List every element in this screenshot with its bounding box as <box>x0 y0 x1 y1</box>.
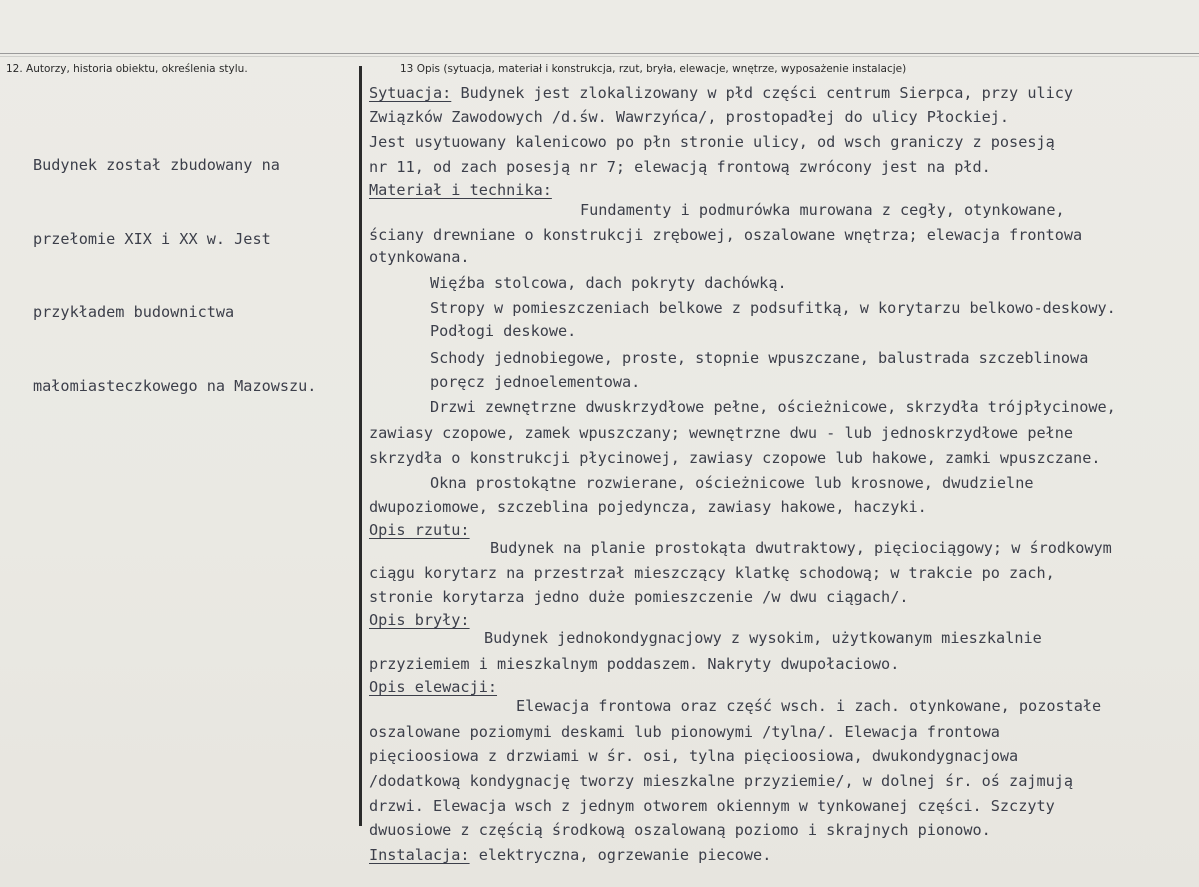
section-heading: Sytuacja: <box>369 84 452 102</box>
description-line: Schody jednobiegowe, proste, stopnie wpuszczane, balustrada szczeblinowa <box>430 349 1089 367</box>
section-heading: Opis rzutu: <box>369 521 470 539</box>
description-line: Budynek jednokondygnacjowy z wysokim, użytkowanym mieszkalnie <box>484 629 1042 647</box>
section-12-header: 12. Autorzy, historia obiektu, określenia stylu. <box>6 63 248 75</box>
section-heading: Materiał i technika: <box>369 181 552 199</box>
description-line: ściany drewniane o konstrukcji zrębowej, oszalowane wnętrza; elewacja frontowa <box>369 226 1083 244</box>
description-line: pięcioosiowa z drzwiami w śr. osi, tylna pięcioosiowa, dwukondygnacjowa <box>369 747 1019 765</box>
description-line: drzwi. Elewacja wsch z jednym otworem okiennym w tynkowanej części. Szczyty <box>369 797 1055 815</box>
description-line: Fundamenty i podmurówka murowana z cegły, otynkowane, <box>580 201 1065 219</box>
description-line <box>369 611 470 629</box>
description-line <box>369 521 470 539</box>
section-heading: Opis elewacji: <box>369 678 498 696</box>
left-line: Budynek został zbudowany na <box>33 156 280 174</box>
description-line: oszalowane poziomymi deskami lub pionowymi /tylna/. Elewacja frontowa <box>369 723 1000 741</box>
top-border-line-secondary <box>0 56 1199 57</box>
description-line: Elewacja frontowa oraz część wsch. i zach. otynkowane, pozostałe <box>516 697 1102 715</box>
description-line <box>369 678 497 696</box>
description-line: zawiasy czopowe, zamek wpuszczany; wewnętrzne dwu - lub jednoskrzydłowe pełne <box>369 424 1074 442</box>
top-border-line <box>0 53 1199 54</box>
left-line: przełomie XIX i XX w. Jest <box>33 229 271 248</box>
description-line: dwuosiowe z częścią środkową oszalowaną poziomo i skrajnych pionowo. <box>369 821 991 839</box>
description-line: przyziemiem i mieszkalnym poddaszem. Nakryty dwupołaciowo. <box>369 655 900 673</box>
description-line: Okna prostokątne rozwierane, ościeżnicowe lub krosnowe, dwudzielne <box>430 474 1034 492</box>
description-line: Więźba stolcowa, dach pokryty dachówką. <box>430 274 787 292</box>
description-line: Jest usytuowany kalenicowo po płn stronie ulicy, od wsch graniczy z posesją <box>369 133 1055 151</box>
column-divider <box>359 66 362 826</box>
description-line: otynkowana. <box>369 248 470 266</box>
description-line: stronie korytarza jedno duże pomieszczenie /w dwu ciągach/. <box>369 588 909 606</box>
section-heading: Instalacja: <box>369 846 470 864</box>
description-line: dwupoziomowe, szczeblina pojedyncza, zawiasy hakowe, haczyki. <box>369 498 927 516</box>
authors-history-text <box>33 104 316 447</box>
section-heading: Opis bryły: <box>369 611 470 629</box>
description-line <box>369 181 552 199</box>
description-line: Budynek na planie prostokąta dwutraktowy, pięciociągowy; w środkowym <box>490 539 1112 557</box>
description-line: Sytuacja: Budynek jest zlokalizowany w płd części centrum Sierpca, przy ulicy <box>369 84 1074 102</box>
description-line: Drzwi zewnętrzne dwuskrzydłowe pełne, ościeżnicowe, skrzydła trójpłycinowe, <box>430 398 1116 416</box>
description-line: Instalacja: elektryczna, ogrzewanie piecowe. <box>369 846 772 864</box>
description-line: Stropy w pomieszczeniach belkowe z podsufitką, w korytarzu belkowo-deskowy. <box>430 299 1116 317</box>
left-line: małomiasteczkowego na Mazowszu. <box>33 376 317 395</box>
description-line: ciągu korytarz na przestrzał mieszczący klatkę schodową; w trakcie po zach, <box>369 564 1055 582</box>
description-line: Podłogi deskowe. <box>430 322 577 340</box>
description-line: nr 11, od zach posesją nr 7; elewacją frontową zwrócony jest na płd. <box>369 158 991 176</box>
description-line: poręcz jednoelementowa. <box>430 373 641 391</box>
description-line: /dodatkową kondygnację tworzy mieszkalne przyziemie/, w dolnej śr. oś zajmują <box>369 772 1074 790</box>
section-13-header: 13 Opis (sytuacja, materiał i konstrukcja, rzut, bryła, elewacje, wnętrze, wyposażenie instalacje) <box>400 63 907 75</box>
left-line: przykładem budownictwa <box>33 303 235 321</box>
description-line: Związków Zawodowych /d.św. Wawrzyńca/, prostopadłej do ulicy Płockiej. <box>369 108 1010 126</box>
description-line: skrzydła o konstrukcji płycinowej, zawiasy czopowe lub hakowe, zamki wpuszczane. <box>369 449 1101 467</box>
